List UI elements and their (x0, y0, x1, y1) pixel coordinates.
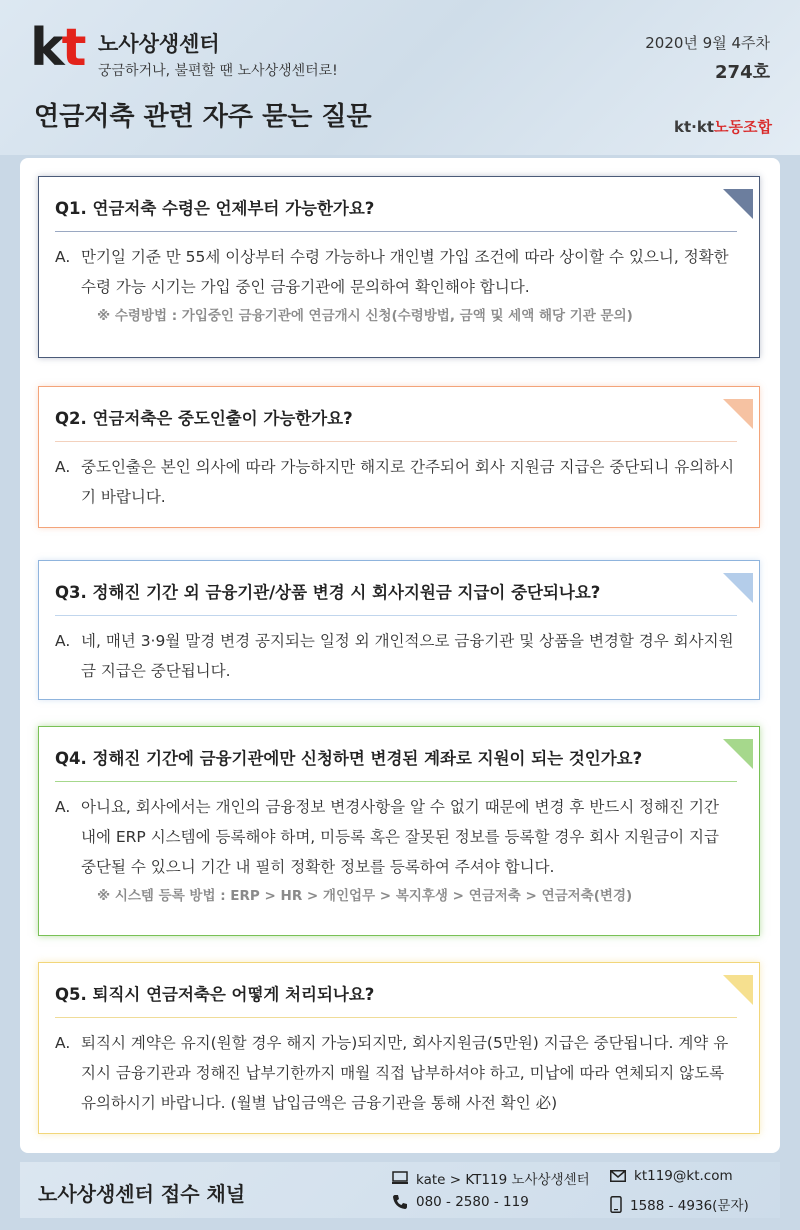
faq-item-3 (38, 560, 760, 700)
faq-note: ※ 시스템 등록 방법 : ERP > HR > 개인업무 > 복지후생 > 연금저축 > 연금저축(변경) (97, 888, 633, 904)
contact-footer (20, 1162, 780, 1218)
answer-mark: A. (55, 458, 71, 476)
faq-question: Q2. 연금저축은 중도인출이 가능한가요? (55, 405, 737, 442)
faq-answer (55, 242, 737, 302)
faq-item-4 (38, 726, 760, 936)
corner-fold-icon (723, 739, 753, 769)
faq-question: Q4. 정해진 기간에 금융기관에만 신청하면 변경된 계좌로 지원이 되는 것인가요? (55, 745, 737, 782)
mail-icon (610, 1170, 626, 1182)
answer-mark: A. (55, 632, 71, 650)
channel-mobile-text: 1588 - 4936(문자) (630, 1198, 749, 1214)
channel-email (610, 1168, 733, 1184)
footer-title: 노사상생센터 접수 채널 (38, 1182, 246, 1206)
union-logo-text: 노동조합 (714, 118, 772, 136)
faq-item-2 (38, 386, 760, 528)
corner-fold-icon (723, 189, 753, 219)
faq-answer (55, 452, 737, 512)
faq-item-5 (38, 962, 760, 1134)
faq-answer-text: 퇴직시 계약은 유지(원할 경우 해지 가능)되지만, 회사지원금(5만원) 지급은 중단됩니다. 계약 유지시 금융기관과 정해진 납부기한까지 매월 직접 납부하셔야 하고, 미납에 따라 연체되지 않도록 유의하시기 바랍니다. (월별 납입금액은 금융기관을 통해 사전 확인 必) (81, 1034, 729, 1112)
tagline: 궁금하거나, 불편할 땐 노사상생센터로! (98, 63, 338, 79)
faq-answer-text: 네, 매년 3·9월 말경 변경 공지되는 일정 외 개인적으로 금융기관 및 상품을 변경할 경우 회사지원금 지급은 중단됩니다. (81, 632, 734, 680)
faq-answer-text: 아니요, 회사에서는 개인의 금융정보 변경사항을 알 수 없기 때문에 변경 후 반드시 정해진 기간 내에 ERP 시스템에 등록해야 하며, 미등록 혹은 잘못된 정보를 등록할 경우 회사 지원금이 지급 중단될 수 있으니 기간 내 필히 정확한 정보를 등록하여 주셔야 합니다. (81, 798, 719, 876)
corner-fold-icon (723, 399, 753, 429)
page-title: 연금저축 관련 자주 묻는 질문 (34, 102, 372, 132)
issue-date: 2020년 9월 4주차 (645, 34, 770, 52)
faq-item-1 (38, 176, 760, 358)
faq-question: Q5. 퇴직시 연금저축은 어떻게 처리되나요? (55, 981, 737, 1018)
newsletter-header (0, 0, 800, 155)
channel-email-text: kt119@kt.com (634, 1168, 733, 1184)
mobile-phone-icon (610, 1196, 622, 1213)
corner-fold-icon (723, 975, 753, 1005)
union-logo (674, 116, 772, 137)
faq-question: Q3. 정해진 기간 외 금융기관/상품 변경 시 회사지원금 지급이 중단되나요? (55, 579, 737, 616)
kt-logo-text: kt (30, 18, 84, 78)
issue-number: 274호 (715, 62, 770, 83)
corner-fold-icon (723, 573, 753, 603)
faq-note: ※ 수령방법 : 가입중인 금융기관에 연금개시 신청(수령방법, 금액 및 세액 해당 기관 문의) (97, 308, 633, 324)
kt-logo (30, 18, 84, 78)
channel-mobile (610, 1194, 749, 1214)
faq-answer-text: 중도인출은 본인 의사에 따라 가능하지만 해지로 간주되어 회사 지원금 지급은 중단되니 유의하시기 바랍니다. (81, 458, 735, 506)
faq-answer (55, 792, 737, 882)
union-logo-kt: kt·kt (674, 118, 715, 136)
faq-panel (20, 158, 780, 1153)
channel-portal-text: kate > KT119 노사상생센터 (416, 1172, 590, 1188)
channel-phone-text: 080 - 2580 - 119 (416, 1194, 529, 1210)
faq-answer (55, 626, 737, 686)
answer-mark: A. (55, 248, 71, 266)
channel-portal (392, 1168, 590, 1188)
monitor-icon (392, 1171, 408, 1185)
phone-icon (392, 1194, 408, 1210)
answer-mark: A. (55, 1034, 71, 1052)
answer-mark: A. (55, 798, 71, 816)
faq-answer (55, 1028, 737, 1118)
faq-question: Q1. 연금저축 수령은 언제부터 가능한가요? (55, 195, 737, 232)
faq-answer-text: 만기일 기준 만 55세 이상부터 수령 가능하나 개인별 가입 조건에 따라 상이할 수 있으니, 정확한 수령 가능 시기는 가입 중인 금융기관에 문의하여 확인해야 합니다. (81, 248, 729, 296)
center-name: 노사상생센터 (98, 32, 220, 56)
channel-phone (392, 1194, 529, 1210)
